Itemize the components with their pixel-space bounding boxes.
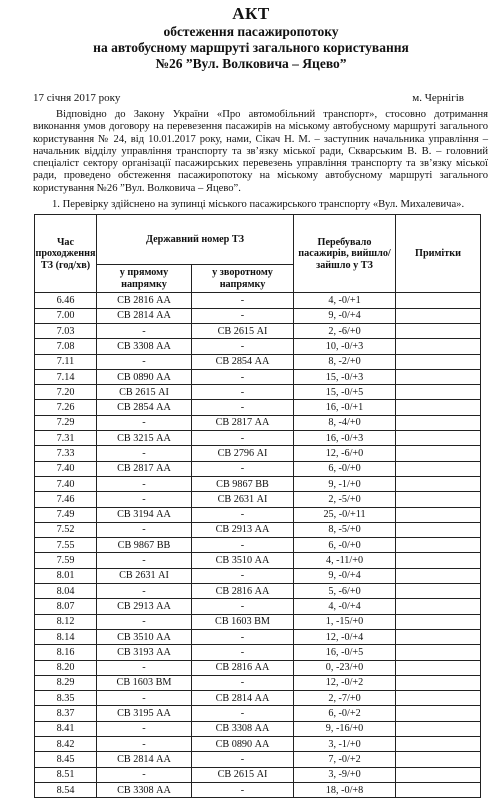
cell-forward-plate: - <box>97 415 192 430</box>
cell-notes <box>396 553 481 568</box>
cell-time: 7.33 <box>35 446 97 461</box>
table-row <box>35 431 481 446</box>
document-date: 17 січня 2017 року <box>33 92 121 104</box>
cell-time: 8.01 <box>35 568 97 583</box>
cell-notes <box>396 721 481 736</box>
cell-passengers: 16, -0/+3 <box>294 431 396 446</box>
cell-time: 7.08 <box>35 339 97 354</box>
cell-time: 8.16 <box>35 645 97 660</box>
cell-passengers: 9, -0/+4 <box>294 308 396 323</box>
cell-notes <box>396 538 481 553</box>
cell-notes <box>396 446 481 461</box>
table-row <box>35 691 481 706</box>
cell-reverse-plate: СВ 2816 АА <box>192 660 294 675</box>
cell-time: 8.35 <box>35 691 97 706</box>
cell-forward-plate: СВ 2913 АА <box>97 599 192 614</box>
cell-reverse-plate: СВ 0890 АА <box>192 736 294 751</box>
cell-reverse-plate: - <box>192 645 294 660</box>
table-row <box>35 369 481 384</box>
cell-time: 7.29 <box>35 415 97 430</box>
cell-time: 7.20 <box>35 385 97 400</box>
cell-notes <box>396 645 481 660</box>
cell-notes <box>396 568 481 583</box>
cell-notes <box>396 691 481 706</box>
cell-forward-plate: СВ 2817 АА <box>97 461 192 476</box>
cell-reverse-plate: - <box>192 308 294 323</box>
table-row <box>35 415 481 430</box>
table-row <box>35 675 481 690</box>
cell-reverse-plate: СВ 3308 АА <box>192 721 294 736</box>
cell-forward-plate: СВ 2814 АА <box>97 752 192 767</box>
cell-forward-plate: СВ 2631 АІ <box>97 568 192 583</box>
table-row <box>35 767 481 782</box>
cell-time: 7.46 <box>35 492 97 507</box>
cell-passengers: 2, -6/+0 <box>294 323 396 338</box>
cell-reverse-plate: СВ 2796 АІ <box>192 446 294 461</box>
cell-reverse-plate: - <box>192 507 294 522</box>
cell-notes <box>396 782 481 797</box>
cell-notes <box>396 431 481 446</box>
cell-forward-plate: СВ 3215 АА <box>97 431 192 446</box>
cell-passengers: 9, -1/+0 <box>294 476 396 491</box>
cell-forward-plate: - <box>97 614 192 629</box>
table-row <box>35 323 481 338</box>
table-row <box>35 400 481 415</box>
cell-reverse-plate: - <box>192 431 294 446</box>
cell-time: 7.11 <box>35 354 97 369</box>
document-place: м. Чернігів <box>412 92 464 104</box>
cell-notes <box>396 476 481 491</box>
cell-notes <box>396 369 481 384</box>
cell-passengers: 6, -0/+2 <box>294 706 396 721</box>
cell-notes <box>396 706 481 721</box>
cell-reverse-plate: - <box>192 629 294 644</box>
cell-reverse-plate: - <box>192 599 294 614</box>
table-row <box>35 782 481 797</box>
cell-reverse-plate: - <box>192 369 294 384</box>
cell-time: 7.14 <box>35 369 97 384</box>
cell-reverse-plate: - <box>192 782 294 797</box>
cell-forward-plate: - <box>97 492 192 507</box>
cell-reverse-plate: СВ 2913 АА <box>192 522 294 537</box>
cell-passengers: 9, -0/+4 <box>294 568 396 583</box>
cell-time: 7.31 <box>35 431 97 446</box>
table-row <box>35 736 481 751</box>
cell-passengers: 5, -6/+0 <box>294 584 396 599</box>
cell-notes <box>396 339 481 354</box>
table-row <box>35 645 481 660</box>
cell-notes <box>396 736 481 751</box>
cell-time: 8.12 <box>35 614 97 629</box>
table-row <box>35 752 481 767</box>
table-row <box>35 629 481 644</box>
cell-forward-plate: СВ 2814 АА <box>97 308 192 323</box>
cell-reverse-plate: СВ 3510 АА <box>192 553 294 568</box>
cell-notes <box>396 507 481 522</box>
table-row <box>35 339 481 354</box>
cell-time: 8.14 <box>35 629 97 644</box>
cell-reverse-plate: СВ 1603 ВМ <box>192 614 294 629</box>
cell-forward-plate: СВ 3308 АА <box>97 339 192 354</box>
cell-reverse-plate: СВ 2615 АІ <box>192 323 294 338</box>
cell-time: 7.52 <box>35 522 97 537</box>
table-row <box>35 492 481 507</box>
cell-time: 8.20 <box>35 660 97 675</box>
cell-passengers: 6, -0/+0 <box>294 538 396 553</box>
cell-forward-plate: - <box>97 354 192 369</box>
list-item-1: 1. Перевірку здійснено на зупинці міського пасажирського транспорту «Вул. Михалевича». <box>52 199 465 211</box>
document-header <box>0 0 502 72</box>
table-row <box>35 354 481 369</box>
cell-passengers: 25, -0/+11 <box>294 507 396 522</box>
table-row <box>35 538 481 553</box>
cell-forward-plate: СВ 3194 АА <box>97 507 192 522</box>
cell-passengers: 12, -0/+2 <box>294 675 396 690</box>
cell-time: 8.51 <box>35 767 97 782</box>
cell-time: 7.40 <box>35 476 97 491</box>
cell-notes <box>396 584 481 599</box>
cell-time: 7.40 <box>35 461 97 476</box>
cell-notes <box>396 752 481 767</box>
cell-forward-plate: - <box>97 323 192 338</box>
table-row <box>35 721 481 736</box>
cell-forward-plate: СВ 2854 АА <box>97 400 192 415</box>
cell-passengers: 9, -16/+0 <box>294 721 396 736</box>
cell-time: 8.37 <box>35 706 97 721</box>
cell-passengers: 10, -0/+3 <box>294 339 396 354</box>
cell-notes <box>396 385 481 400</box>
cell-passengers: 12, -6/+0 <box>294 446 396 461</box>
table-row <box>35 584 481 599</box>
cell-notes <box>396 461 481 476</box>
cell-notes <box>396 614 481 629</box>
cell-notes <box>396 675 481 690</box>
cell-reverse-plate: - <box>192 339 294 354</box>
table-row <box>35 293 481 308</box>
cell-notes <box>396 323 481 338</box>
header-plate: Державний номер ТЗ <box>97 215 294 265</box>
cell-time: 8.41 <box>35 721 97 736</box>
cell-time: 8.29 <box>35 675 97 690</box>
cell-time: 7.03 <box>35 323 97 338</box>
cell-notes <box>396 492 481 507</box>
cell-forward-plate: - <box>97 476 192 491</box>
cell-forward-plate: СВ 3308 АА <box>97 782 192 797</box>
cell-reverse-plate: СВ 2615 АІ <box>192 767 294 782</box>
cell-notes <box>396 308 481 323</box>
document-subtitle-line-3: №26 ”Вул. Волковича – Яцево” <box>155 56 347 71</box>
cell-time: 8.42 <box>35 736 97 751</box>
table-row <box>35 476 481 491</box>
cell-forward-plate: СВ 3510 АА <box>97 629 192 644</box>
cell-passengers: 8, -5/+0 <box>294 522 396 537</box>
cell-passengers: 1, -15/+0 <box>294 614 396 629</box>
cell-forward-plate: СВ 2615 АІ <box>97 385 192 400</box>
cell-notes <box>396 629 481 644</box>
cell-passengers: 12, -0/+4 <box>294 629 396 644</box>
cell-notes <box>396 293 481 308</box>
cell-forward-plate: СВ 3195 АА <box>97 706 192 721</box>
cell-time: 6.46 <box>35 293 97 308</box>
cell-passengers: 2, -5/+0 <box>294 492 396 507</box>
table-row <box>35 385 481 400</box>
table-body <box>35 293 481 798</box>
cell-reverse-plate: - <box>192 293 294 308</box>
cell-reverse-plate: СВ 2817 АА <box>192 415 294 430</box>
cell-passengers: 3, -9/+0 <box>294 767 396 782</box>
cell-passengers: 4, -0/+1 <box>294 293 396 308</box>
cell-forward-plate: - <box>97 584 192 599</box>
table-row <box>35 308 481 323</box>
cell-reverse-plate: - <box>192 568 294 583</box>
cell-notes <box>396 767 481 782</box>
cell-forward-plate: СВ 1603 ВМ <box>97 675 192 690</box>
cell-forward-plate: СВ 0890 АА <box>97 369 192 384</box>
cell-reverse-plate: - <box>192 675 294 690</box>
document-subtitle-line-2: на автобусному маршруті загального користування <box>93 40 409 55</box>
cell-reverse-plate: - <box>192 400 294 415</box>
cell-reverse-plate: - <box>192 461 294 476</box>
table-row <box>35 553 481 568</box>
cell-forward-plate: - <box>97 736 192 751</box>
cell-notes <box>396 660 481 675</box>
table-row <box>35 507 481 522</box>
cell-time: 7.26 <box>35 400 97 415</box>
cell-passengers: 6, -0/+0 <box>294 461 396 476</box>
table-row <box>35 568 481 583</box>
cell-forward-plate: - <box>97 721 192 736</box>
cell-reverse-plate: СВ 2816 АА <box>192 584 294 599</box>
cell-reverse-plate: СВ 9867 ВВ <box>192 476 294 491</box>
cell-passengers: 4, -11/+0 <box>294 553 396 568</box>
document-subtitle-line-1: обстеження пасажиропотоку <box>163 24 339 39</box>
cell-forward-plate: СВ 3193 АА <box>97 645 192 660</box>
cell-passengers: 2, -7/+0 <box>294 691 396 706</box>
cell-passengers: 3, -1/+0 <box>294 736 396 751</box>
table-row <box>35 706 481 721</box>
cell-time: 7.49 <box>35 507 97 522</box>
header-notes: Примітки <box>396 215 481 293</box>
cell-reverse-plate: СВ 2854 АА <box>192 354 294 369</box>
header-time: Час проходження ТЗ (год/хв) <box>35 215 97 293</box>
cell-passengers: 16, -0/+1 <box>294 400 396 415</box>
table-row <box>35 599 481 614</box>
cell-passengers: 4, -0/+4 <box>294 599 396 614</box>
cell-time: 8.04 <box>35 584 97 599</box>
cell-forward-plate: СВ 2816 АА <box>97 293 192 308</box>
cell-reverse-plate: - <box>192 752 294 767</box>
cell-notes <box>396 354 481 369</box>
header-forward: у прямому напрямку <box>97 265 192 293</box>
passenger-flow-table <box>34 214 481 798</box>
header-passengers: Перебувало пасажирів, вийшло/зайшло у ТЗ <box>294 215 396 293</box>
cell-notes <box>396 599 481 614</box>
table-row <box>35 461 481 476</box>
cell-reverse-plate: СВ 2814 АА <box>192 691 294 706</box>
cell-time: 7.55 <box>35 538 97 553</box>
cell-notes <box>396 415 481 430</box>
cell-forward-plate: СВ 9867 ВВ <box>97 538 192 553</box>
cell-reverse-plate: СВ 2631 АІ <box>192 492 294 507</box>
cell-forward-plate: - <box>97 660 192 675</box>
cell-passengers: 15, -0/+3 <box>294 369 396 384</box>
table-row <box>35 446 481 461</box>
cell-forward-plate: - <box>97 522 192 537</box>
cell-forward-plate: - <box>97 767 192 782</box>
table-row <box>35 522 481 537</box>
intro-paragraph: Відповідно до Закону України «Про автомобільний транспорт», стосовно дотримання виконання умов договору на перевезення пасажирів на міському автобусному маршруті загального користування № 24, від 10.01.2017 року, нами, Сікач Н. М. – заступник начальника управління – начальник відділу управління транспорту та зв’язку міської ради, Скварським В. В. – головний спеціаліст сектору організації пасажирських перевезень управління транспорту та зв’язку міської ради, проведено обстеження пасажиропотоку на міському автобусному маршруті загального користування №26 ”Вул. Волковича – Яцево”. <box>33 109 488 194</box>
cell-time: 8.54 <box>35 782 97 797</box>
cell-forward-plate: - <box>97 691 192 706</box>
dateline <box>33 92 464 105</box>
cell-reverse-plate: - <box>192 706 294 721</box>
cell-time: 7.00 <box>35 308 97 323</box>
cell-passengers: 8, -2/+0 <box>294 354 396 369</box>
cell-time: 7.59 <box>35 553 97 568</box>
cell-notes <box>396 522 481 537</box>
document-title: АКТ <box>232 4 270 23</box>
header-reverse: у зворотному напрямку <box>192 265 294 293</box>
cell-reverse-plate: - <box>192 538 294 553</box>
cell-reverse-plate: - <box>192 385 294 400</box>
cell-notes <box>396 400 481 415</box>
cell-time: 8.07 <box>35 599 97 614</box>
cell-time: 8.45 <box>35 752 97 767</box>
table-row <box>35 614 481 629</box>
cell-passengers: 0, -23/+0 <box>294 660 396 675</box>
cell-passengers: 18, -0/+8 <box>294 782 396 797</box>
cell-passengers: 8, -4/+0 <box>294 415 396 430</box>
cell-forward-plate: - <box>97 553 192 568</box>
cell-passengers: 16, -0/+5 <box>294 645 396 660</box>
cell-forward-plate: - <box>97 446 192 461</box>
table-row <box>35 660 481 675</box>
cell-passengers: 15, -0/+5 <box>294 385 396 400</box>
cell-passengers: 7, -0/+2 <box>294 752 396 767</box>
